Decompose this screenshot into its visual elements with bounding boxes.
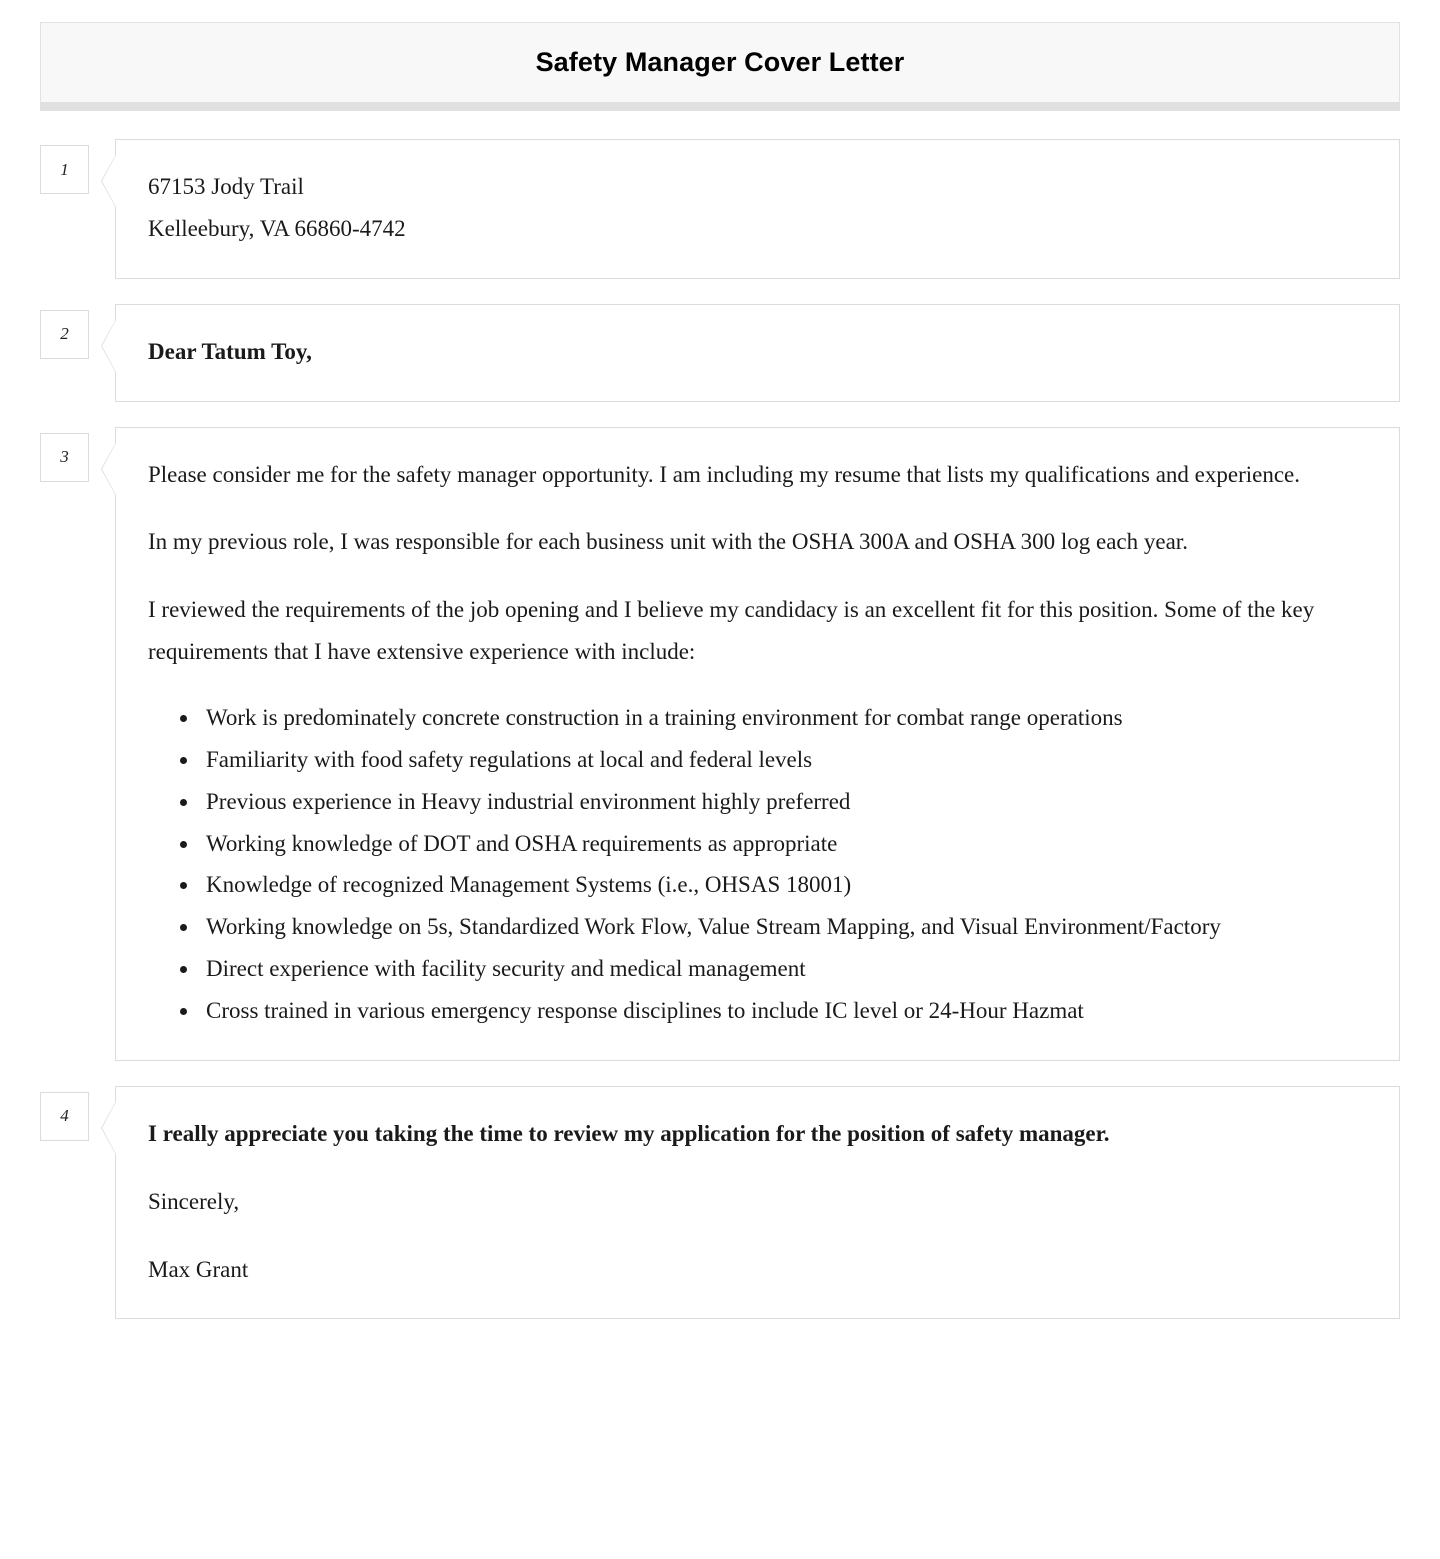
signature-name: Max Grant xyxy=(148,1256,249,1282)
list-item: • Familiarity with food safety regulations at local and federal levels xyxy=(200,739,1369,781)
salutation-text: Dear Tatum Toy, xyxy=(148,338,312,364)
body-paragraph-3: I reviewed the requirements of the job opening and I believe my candidacy is an excellent fit for this position. Some of the key requirements that I have extensive experience with include: xyxy=(148,597,1315,665)
sender-address-box xyxy=(115,139,1400,279)
list-item: • Previous experience in Heavy industrial environment highly preferred xyxy=(200,781,1369,823)
requirements-list xyxy=(148,697,1369,1032)
block-closing xyxy=(40,1086,1400,1320)
header-underbar xyxy=(40,102,1400,111)
callout-notch-icon xyxy=(101,442,116,496)
callout-notch-icon xyxy=(101,1101,116,1155)
block-salutation xyxy=(40,304,1400,402)
callout-notch-icon xyxy=(101,319,116,373)
block-number-badge-4[interactable]: 4 xyxy=(40,1092,89,1141)
body-paragraph-2: In my previous role, I was responsible for each business unit with the OSHA 300A and OSHA 300 log each year. xyxy=(148,529,1188,555)
address-line-street: 67153 Jody Trail xyxy=(148,174,304,199)
closing-statement: I really appreciate you taking the time to review my application for the position of safety manager. xyxy=(148,1120,1110,1146)
address-line-city-state-zip: Kelleebury, VA 66860-4742 xyxy=(148,215,406,241)
list-item: • Direct experience with facility security and medical management xyxy=(200,948,1369,990)
list-item: • Knowledge of recognized Management Systems (i.e., OHSAS 18001) xyxy=(200,864,1369,906)
block-sender-address xyxy=(40,139,1400,279)
block-number-badge-2[interactable]: 2 xyxy=(40,310,89,359)
document-header xyxy=(40,22,1400,111)
list-item: • Work is predominately concrete construction in a training environment for combat range operations xyxy=(200,697,1369,739)
annotated-blocks-list xyxy=(40,139,1400,1319)
list-item: • Working knowledge of DOT and OSHA requirements as appropriate xyxy=(200,823,1369,865)
sign-off: Sincerely, xyxy=(148,1188,240,1214)
salutation-box xyxy=(115,304,1400,402)
block-number-badge-1[interactable]: 1 xyxy=(40,145,89,194)
letter-body-box xyxy=(115,427,1400,1061)
callout-notch-icon xyxy=(101,154,116,208)
header-panel xyxy=(40,22,1400,102)
body-paragraph-1: Please consider me for the safety manager opportunity. I am including my resume that lists my qualifications and experience. xyxy=(148,461,1300,487)
closing-box xyxy=(115,1086,1400,1320)
block-number-badge-3[interactable]: 3 xyxy=(40,433,89,482)
list-item: • Cross trained in various emergency response disciplines to include IC level or 24-Hour Hazmat xyxy=(200,990,1369,1032)
list-item: • Working knowledge on 5s, Standardized Work Flow, Value Stream Mapping, and Visual Environment/Factory xyxy=(200,906,1369,948)
block-letter-body xyxy=(40,427,1400,1061)
page-title: Safety Manager Cover Letter xyxy=(535,47,905,77)
cover-letter-page xyxy=(0,22,1440,1319)
